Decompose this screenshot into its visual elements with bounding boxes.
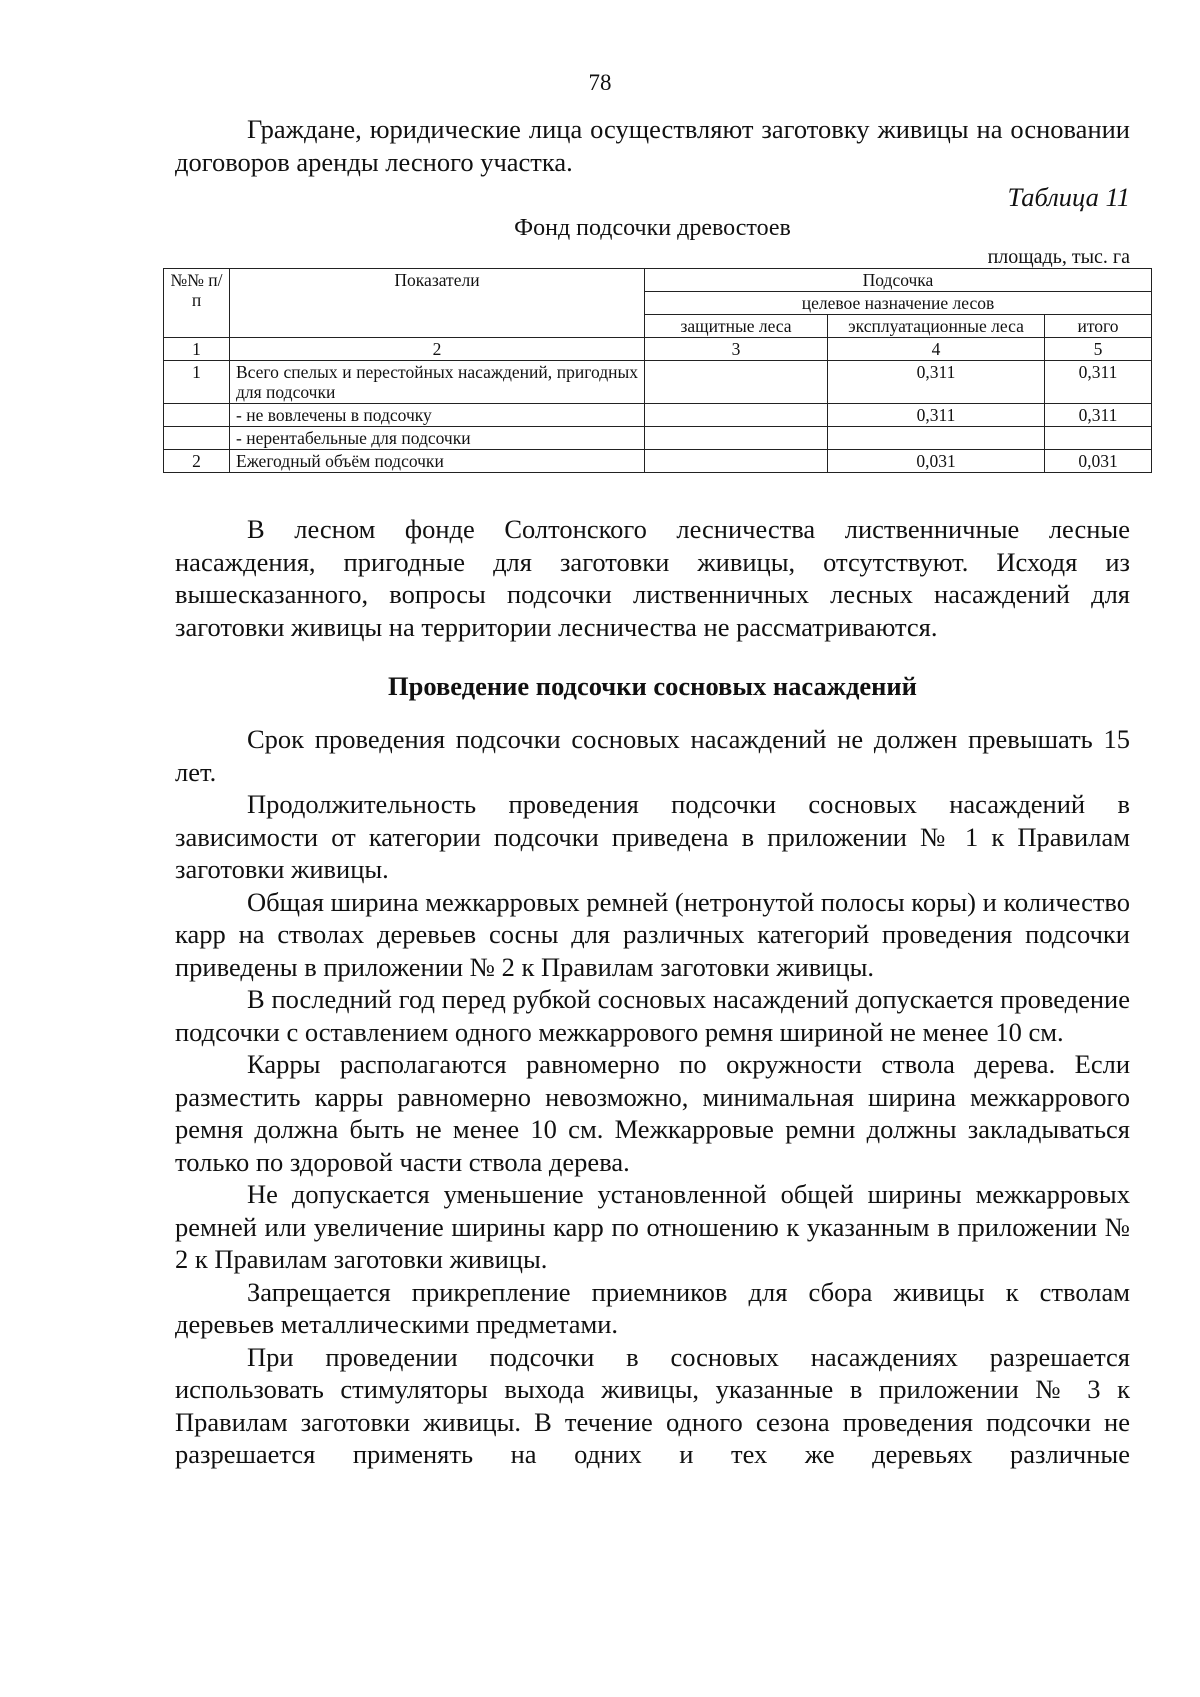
body-paragraph: Срок проведения подсочки сосновых насаждений не должен превышать 15 лет. <box>175 724 1130 787</box>
row-indicator: - не вовлечены в подсочку <box>230 404 645 427</box>
body-paragraph: Карры располагаются равномерно по окружности ствола дерева. Если разместить карры равномерно невозможно, минимальная ширина межкаррового ремня должна быть не менее 10 см. Межкарровые ремни должны закладываться только по здоровой части ствола дерева. <box>175 1049 1130 1177</box>
larch-paragraph: В лесном фонде Солтонского лесничества лиственничные лесные насаждения, пригодные для заготовки живицы, отсутствуют. Исходя из вышесказанного, вопросы подсочки лиственничных лесных насаждений для заготовки живицы на территории лесничества не рассматриваются. <box>175 514 1130 642</box>
tapping-fund-table <box>163 268 1152 473</box>
table-header-row <box>164 269 1152 292</box>
index-cell: 3 <box>645 338 828 361</box>
index-cell: 2 <box>230 338 645 361</box>
index-cell: 5 <box>1045 338 1152 361</box>
body-paragraph: В последний год перед рубкой сосновых насаждений допускается проведение подсочки с оставлением одного межкаррового ремня шириной не менее 10 см. <box>175 984 1130 1047</box>
table-title: Фонд подсочки древостоев <box>514 215 791 241</box>
body-paragraph: Не допускается уменьшение установленной общей ширины межкарровых ремней или увеличение ширины карр по отношению к указанным в приложении № 2 к Правилам заготовки живицы. <box>175 1179 1130 1274</box>
header-exploitation: эксплуатационные леса <box>828 315 1045 338</box>
row-exploitation <box>828 427 1045 450</box>
row-exploitation: 0,031 <box>828 450 1045 473</box>
header-indicators: Показатели <box>230 269 645 338</box>
row-protective <box>645 361 828 404</box>
table-units: площадь, тыс. га <box>987 246 1130 268</box>
row-total <box>1045 427 1152 450</box>
header-total: итого <box>1045 315 1152 338</box>
index-cell: 1 <box>164 338 230 361</box>
table-row <box>164 427 1152 450</box>
header-tapping: Подсочка <box>645 269 1152 292</box>
page-number: 78 <box>588 70 612 95</box>
row-num: 2 <box>164 450 230 473</box>
row-indicator: Всего спелых и перестойных насаждений, пригодных для подсочки <box>230 361 645 404</box>
row-indicator: Ежегодный объём подсочки <box>230 450 645 473</box>
table-row <box>164 361 1152 404</box>
table-row <box>164 404 1152 427</box>
intro-paragraph: Граждане, юридические лица осуществляют заготовку живицы на основании договоров аренды лесного участка. <box>175 114 1130 177</box>
index-cell: 4 <box>828 338 1045 361</box>
body-paragraph: При проведении подсочки в сосновых насаждениях разрешается использовать стимуляторы выхода живицы, указанные в приложении № 3 к Правилам заготовки живицы. В течение одного сезона проведения подсочки не разрешается применять на одних и тех же деревьях различные <box>175 1341 1130 1469</box>
row-exploitation: 0,311 <box>828 361 1045 404</box>
table-row <box>164 450 1152 473</box>
section-title: Проведение подсочки сосновых насаждений <box>388 671 917 701</box>
header-protective: защитные леса <box>645 315 828 338</box>
body-paragraph: Общая ширина межкарровых ремней (нетронутой полосы коры) и количество карр на стволах деревьев сосны для различных категорий проведения подсочки приведены в приложении № 2 к Правилам заготовки живицы. <box>175 886 1130 982</box>
body-paragraph: Продолжительность проведения подсочки сосновых насаждений в зависимости от категории подсочки приведена в приложении № 1 к Правилам заготовки живицы. <box>175 789 1130 884</box>
row-total: 0,311 <box>1045 404 1152 427</box>
row-protective <box>645 450 828 473</box>
row-protective <box>645 427 828 450</box>
body-paragraph: Запрещается прикрепление приемников для сбора живицы к стволам деревьев металлическими предметами. <box>175 1276 1130 1339</box>
page-content <box>170 113 1130 1471</box>
row-num <box>164 404 230 427</box>
table-index-row <box>164 338 1152 361</box>
header-num: №№ п/п <box>164 269 230 338</box>
row-protective <box>645 404 828 427</box>
table-caption: Таблица 11 <box>1007 182 1130 212</box>
row-num <box>164 427 230 450</box>
row-total: 0,031 <box>1045 450 1152 473</box>
header-purpose: целевое назначение лесов <box>645 292 1152 315</box>
row-exploitation: 0,311 <box>828 404 1045 427</box>
row-indicator: - нерентабельные для подсочки <box>230 427 645 450</box>
row-num: 1 <box>164 361 230 404</box>
row-total: 0,311 <box>1045 361 1152 404</box>
